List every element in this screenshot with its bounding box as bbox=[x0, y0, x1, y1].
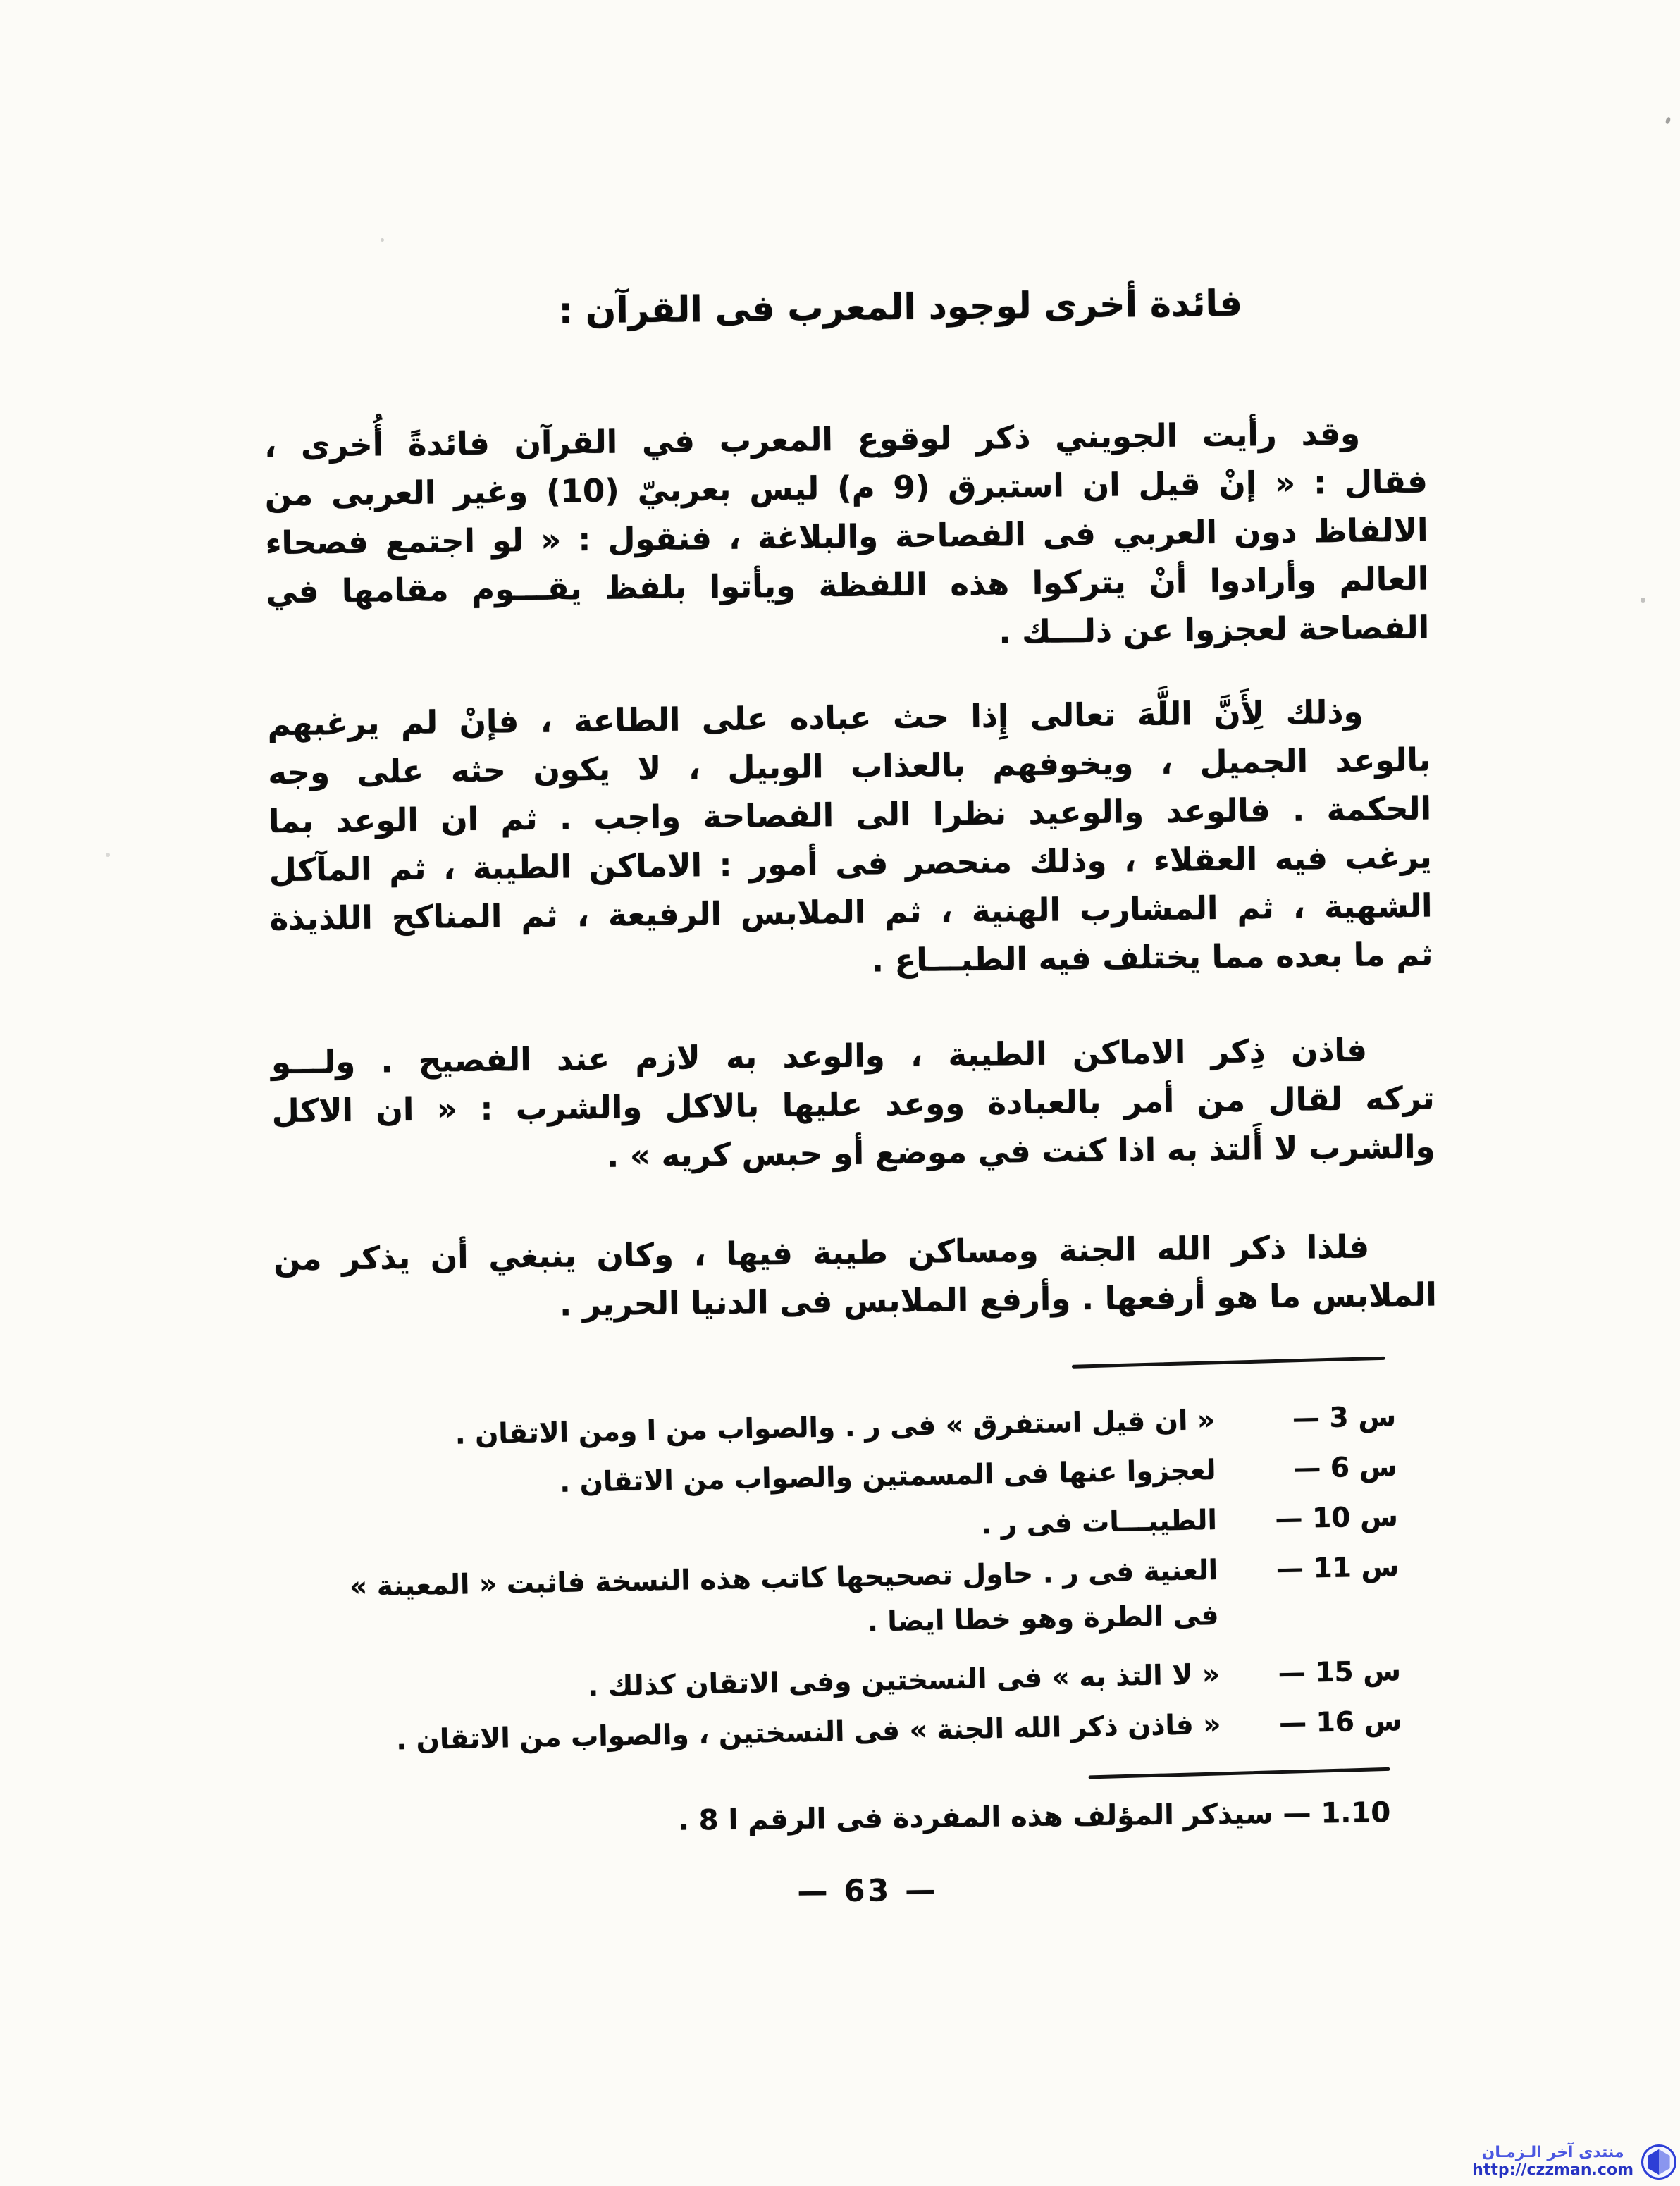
paragraph bbox=[271, 1025, 1435, 1184]
footnote-text: الطيبـــات فى ر . bbox=[980, 1504, 1218, 1541]
reference-divider bbox=[1089, 1767, 1390, 1779]
text-line: العالم وأرادوا أنْ يتركوا هذه اللفظة ويأتوا بلفظ يقـــوم مقامها في bbox=[266, 560, 1429, 611]
footnote-text: « لا التذ به » فى النسختين وفى الاتقان كذلك . bbox=[587, 1658, 1221, 1703]
footnote-text bbox=[277, 1548, 1219, 1657]
page-number: — 63 — bbox=[797, 1872, 939, 1910]
text-line: يرغب فيه العقلاء ، وذلك منحصر فى أمور : الاماكن الطيبة ، ثم المآكل bbox=[268, 838, 1433, 889]
paragraph bbox=[267, 686, 1433, 992]
footnote-text: « فاذن ذكر الله الجنة » فى النسختين ، والصواب من الاتقان . bbox=[395, 1708, 1221, 1757]
footnote-text-line: العنية فى ر . حاول تصحيحها كاتب هذه النسخة فاثبت « المعينة » bbox=[349, 1554, 1218, 1603]
scan-speck bbox=[106, 853, 110, 857]
footnote-label: س 16 — bbox=[1278, 1705, 1402, 1740]
footnote-label: س 15 — bbox=[1278, 1655, 1402, 1690]
text-line: الحكمة . فالوعد والوعيد نظرا الى الفصاحة واجب . ثم ان الوعد بما bbox=[268, 789, 1432, 841]
scan-speck bbox=[381, 238, 384, 242]
text-line: تركه لقال من أمر بالعبادة ووعد عليها بالاكل والشرب : « ان الاكل bbox=[271, 1079, 1435, 1130]
footnote-text: لعجزوا عنها فى المسمتين والصواب من الاتقان . bbox=[559, 1455, 1216, 1499]
text-line: وقد رأيت الجويني ذكر لوقوع المعرب في القرآن فائدةً أُخرى ، bbox=[264, 414, 1361, 465]
text-line: فاذن ذِكر الاماكن الطيبة ، والوعد به لازم عند الفصيح . ولـــو bbox=[271, 1031, 1368, 1082]
text-line: الفصاحة لعجزوا عن ذلـــك . bbox=[998, 608, 1430, 651]
text-line: ثم ما بعده مما يختلف فيه الطبـــاع . bbox=[871, 935, 1433, 980]
forum-logo-icon bbox=[1641, 2144, 1677, 2180]
watermark-text bbox=[1472, 2144, 1633, 2180]
watermark-site-name: منتدى آخر الـزمـان bbox=[1481, 2144, 1624, 2161]
text-line: والشرب لا أَلتذ به اذا كنت في موضع أو حبس كريه » . bbox=[606, 1128, 1435, 1175]
footnote-text: « ان قيل استفرق » فى ر . والصواب من ا ومن الاتقان . bbox=[455, 1404, 1216, 1451]
text-line: بالوعد الجميل ، ويخوفهم بالعذاب الوبيل ، لا يكون حثه على وجه bbox=[268, 741, 1431, 792]
text-column bbox=[264, 409, 1444, 1916]
paragraph bbox=[273, 1221, 1437, 1332]
footnote-row bbox=[277, 1545, 1400, 1657]
footnotes-block bbox=[274, 1394, 1443, 1766]
text-line: الشهية ، ثم المشارب الهنية ، ثم الملابس الرفيعة ، ثم المناكح اللذيذة bbox=[269, 887, 1433, 938]
text-line: الالفاظ دون العربي فى الفصاحة والبلاغة ، فنقول : « لو اجتمع فصحاء bbox=[265, 511, 1428, 562]
footnote-divider bbox=[1072, 1357, 1385, 1369]
page-title: فائدة أخرى لوجود المعرب فى القرآن : bbox=[558, 283, 1243, 333]
reference-note: 1.10 — سيذكر المؤلف هذه المفردة فى الرقم ا 8 . bbox=[678, 1796, 1391, 1837]
footnote-text-line: فى الطرة وهو خطا ايضا . bbox=[867, 1599, 1219, 1638]
scan-speck bbox=[1641, 598, 1645, 603]
text-line: فلذا ذكر الله الجنة ومساكن طيبة فيها ، وكان ينبغي أن يذكر من bbox=[273, 1228, 1370, 1278]
paragraph bbox=[264, 409, 1430, 665]
footnote-label: س 6 — bbox=[1292, 1451, 1397, 1485]
footnote-label: س 11 — bbox=[1276, 1551, 1400, 1586]
watermark bbox=[1472, 2144, 1677, 2180]
footnote-label: س 10 — bbox=[1275, 1501, 1399, 1536]
text-line: الملابس ما هو أرفعها . وأرفع الملابس فى الدنيا الحرير . bbox=[559, 1276, 1438, 1323]
watermark-url: http://czzman.com bbox=[1472, 2161, 1633, 2179]
text-line: وذلك لِأَنَّ اللَّهَ تعالى إِذا حث عباده على الطاعة ، فإنْ لم يرغبهم bbox=[267, 693, 1364, 743]
footnote-label: س 3 — bbox=[1292, 1401, 1397, 1435]
text-line: فقال : « إنْ قيل ان استبرق (9 م) ليس بعربيّ (10) وغير العربى من bbox=[264, 462, 1428, 514]
